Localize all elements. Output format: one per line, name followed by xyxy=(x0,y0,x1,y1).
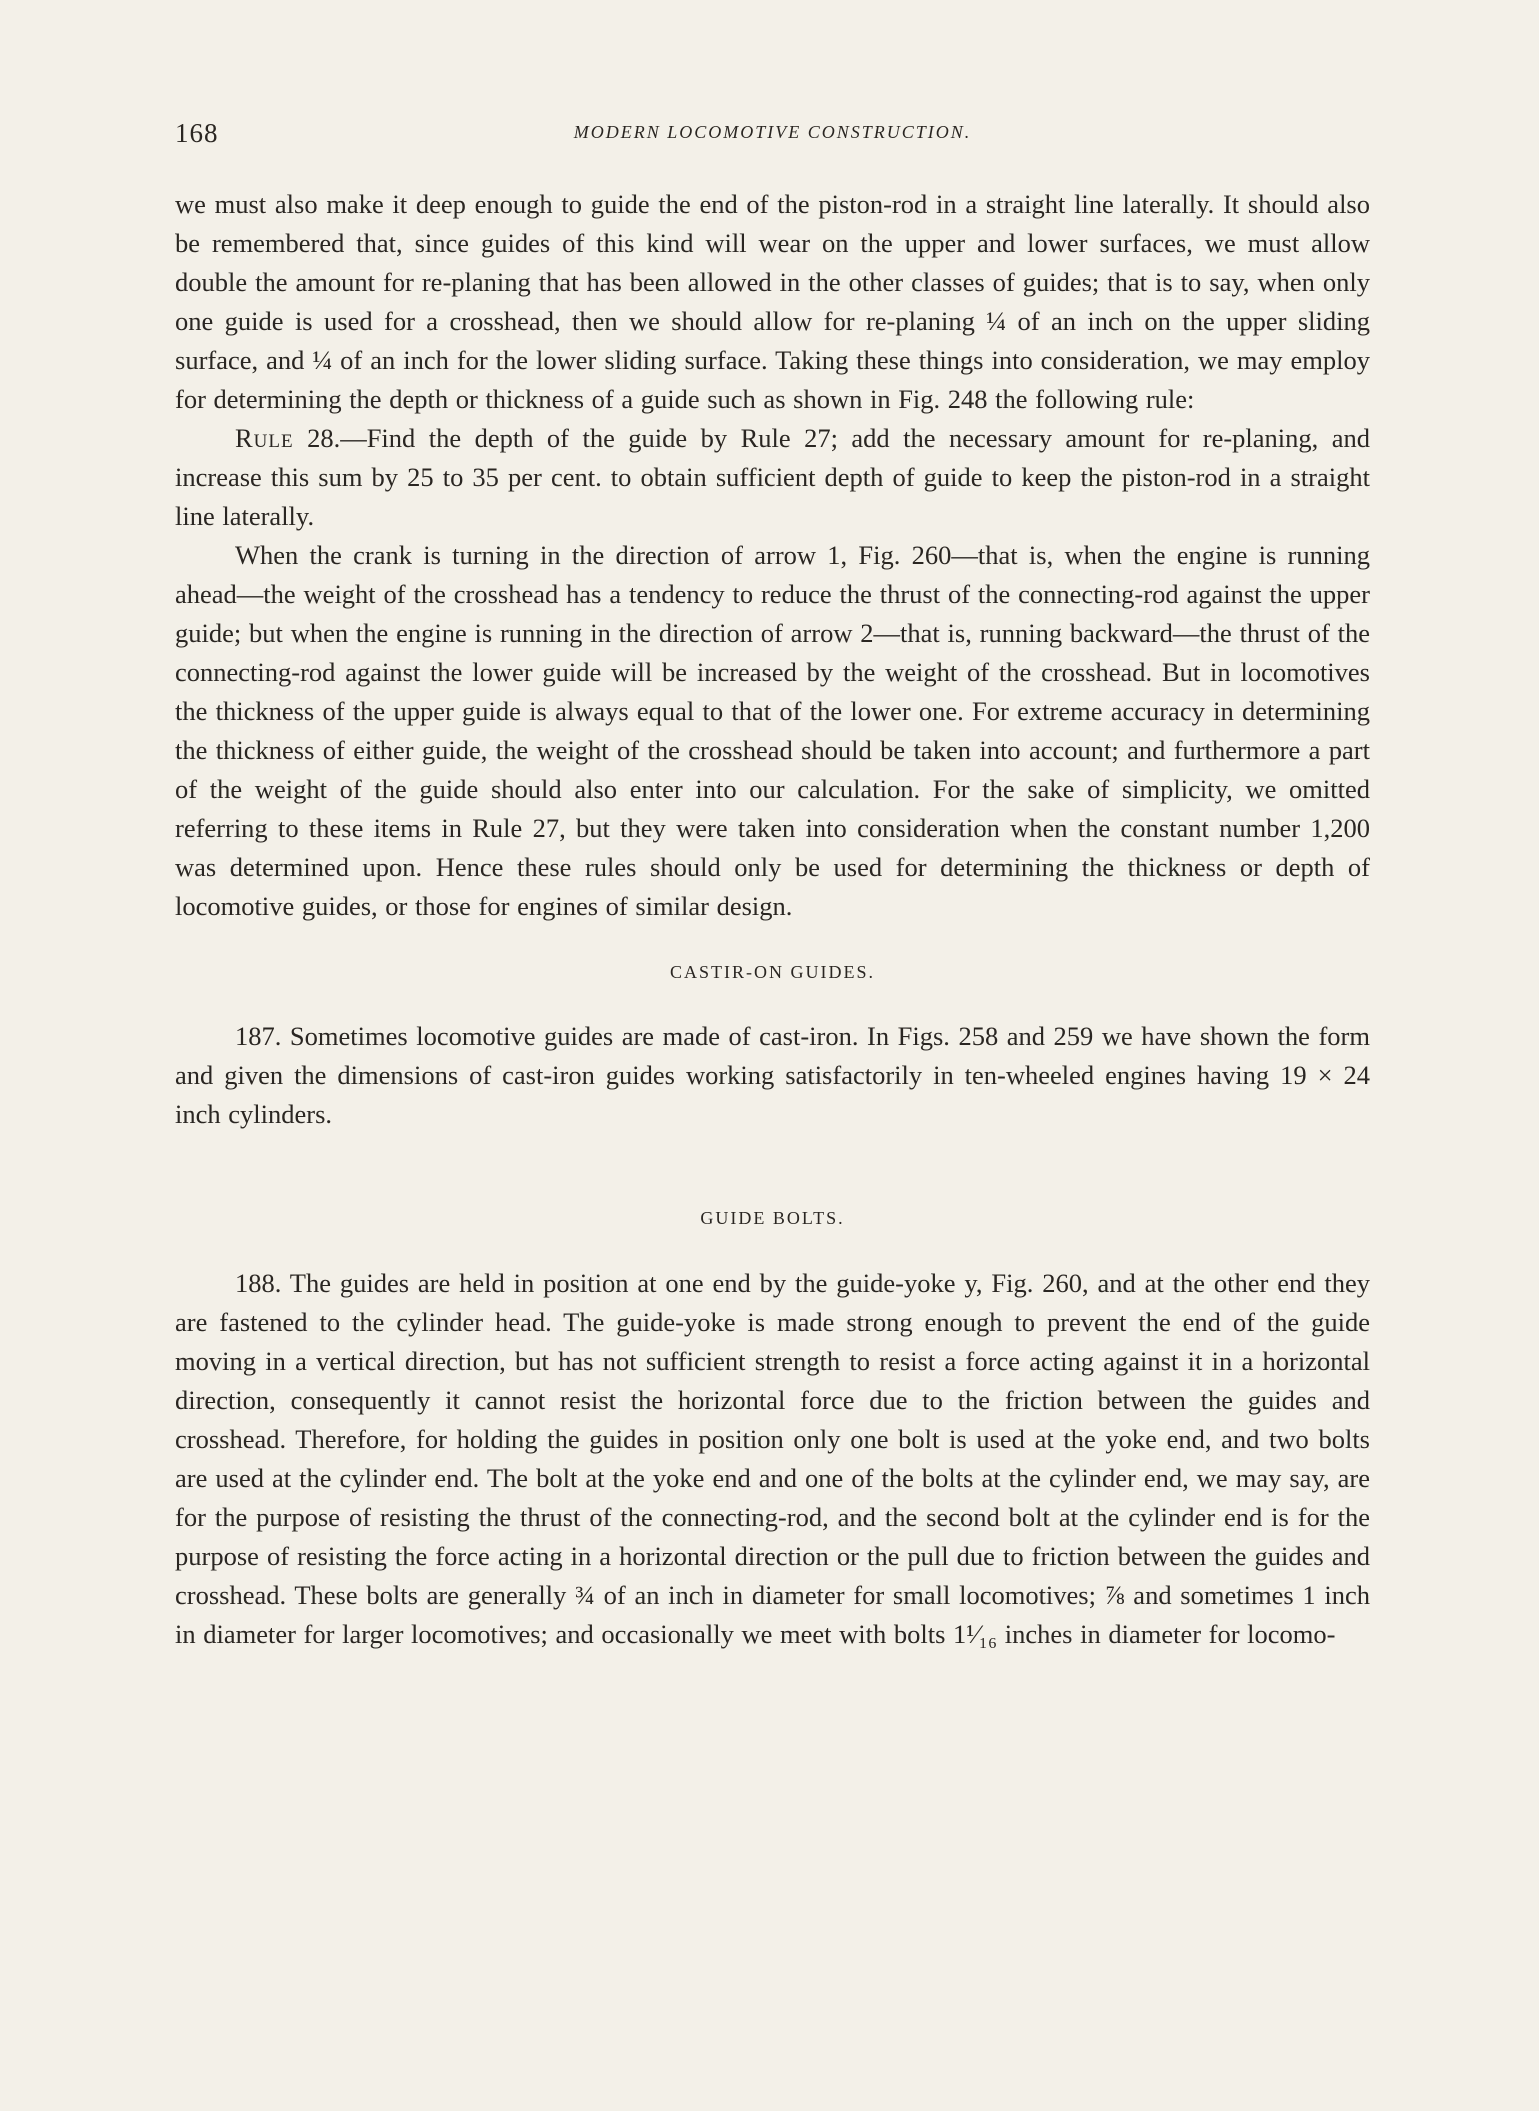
running-title: MODERN LOCOMOTIVE CONSTRUCTION. xyxy=(573,122,972,142)
paragraph-continuation: we must also make it deep enough to guide the end of the piston-rod in a straight line laterally. It should also be remembered that, since guides of this kind will wear on the upper and lower surfaces, we must allow double the amount for re-planing that has been allowed in the other classes of guides; that is to say, when only one guide is used for a crosshead, then we should allow for re-planing ¼ of an inch on the upper sliding surface, and ¼ of an inch for the lower sliding surface. Taking these things into consideration, we may employ for determining the depth or thickness of a guide such as shown in Fig. 248 the following rule: xyxy=(175,189,1370,414)
body-text xyxy=(175,185,1370,1654)
rule-label: Rule xyxy=(235,423,294,453)
section-heading-guide-bolts: GUIDE BOLTS. xyxy=(700,1208,845,1228)
rule-text: 28.—Find the depth of the guide by Rule 27; add the necessary amount for re-planing, and increase this sum by 25 to 35 per cent. to obtain sufficient depth of guide to keep the piston-rod in a straight line laterally. xyxy=(175,423,1370,531)
page-header xyxy=(175,118,1370,158)
rule-28-paragraph xyxy=(175,419,1370,536)
paragraph-187: 187. Sometimes locomotive guides are made of cast-iron. In Figs. 258 and 259 we have shown the form and given the dimensions of cast-iron guides working satisfactorily in ten-wheeled engines having 19 × 24 inch cylinders. xyxy=(175,1021,1370,1129)
section-heading-cast-iron-guides: CASTIR-ON GUIDES. xyxy=(670,962,875,982)
paragraph-188: 188. The guides are held in position at one end by the guide-yoke y, Fig. 260, and at the other end they are fastened to the cylinder head. The guide-yoke is made strong enough to prevent the end of the guide moving in a vertical direction, but has not sufficient strength to resist a force acting against it in a horizontal direction, consequently it cannot resist the horizontal force due to the friction between the guides and crosshead. Therefore, for holding the guides in position only one bolt is used at the yoke end, and two bolts are used at the cylinder end. The bolt at the yoke end and one of the bolts at the cylinder end, we may say, are for the purpose of resisting the thrust of the connecting-rod, and the second bolt at the cylinder end is for the purpose of resisting the force acting in a horizontal direction or the pull due to friction between the guides and crosshead. These bolts are generally ¾ of an inch in diameter for small locomotives; ⅞ and sometimes 1 inch in diameter for larger locomotives; and occasionally we meet with bolts 1¹⁄₁₆ inches in diameter for locomo- xyxy=(175,1268,1370,1649)
paragraph-crank-direction: When the crank is turning in the direction of arrow 1, Fig. 260—that is, when the engine is running ahead—the weight of the crosshead has a tendency to reduce the thrust of the connecting-rod against the upper guide; but when the engine is running in the direction of arrow 2—that is, running backward—the thrust of the connecting-rod against the lower guide will be increased by the weight of the crosshead. But in locomotives the thickness of the upper guide is always equal to that of the lower one. For extreme accuracy in determining the thickness of either guide, the weight of the crosshead should be taken into account; and furthermore a part of the weight of the guide should also enter into our calculation. For the sake of simplicity, we omitted referring to these items in Rule 27, but they were taken into consideration when the constant number 1,200 was determined upon. Hence these rules should only be used for determining the thickness or depth of locomotive guides, or those for engines of similar design. xyxy=(175,540,1370,921)
page-number: 168 xyxy=(175,118,219,148)
